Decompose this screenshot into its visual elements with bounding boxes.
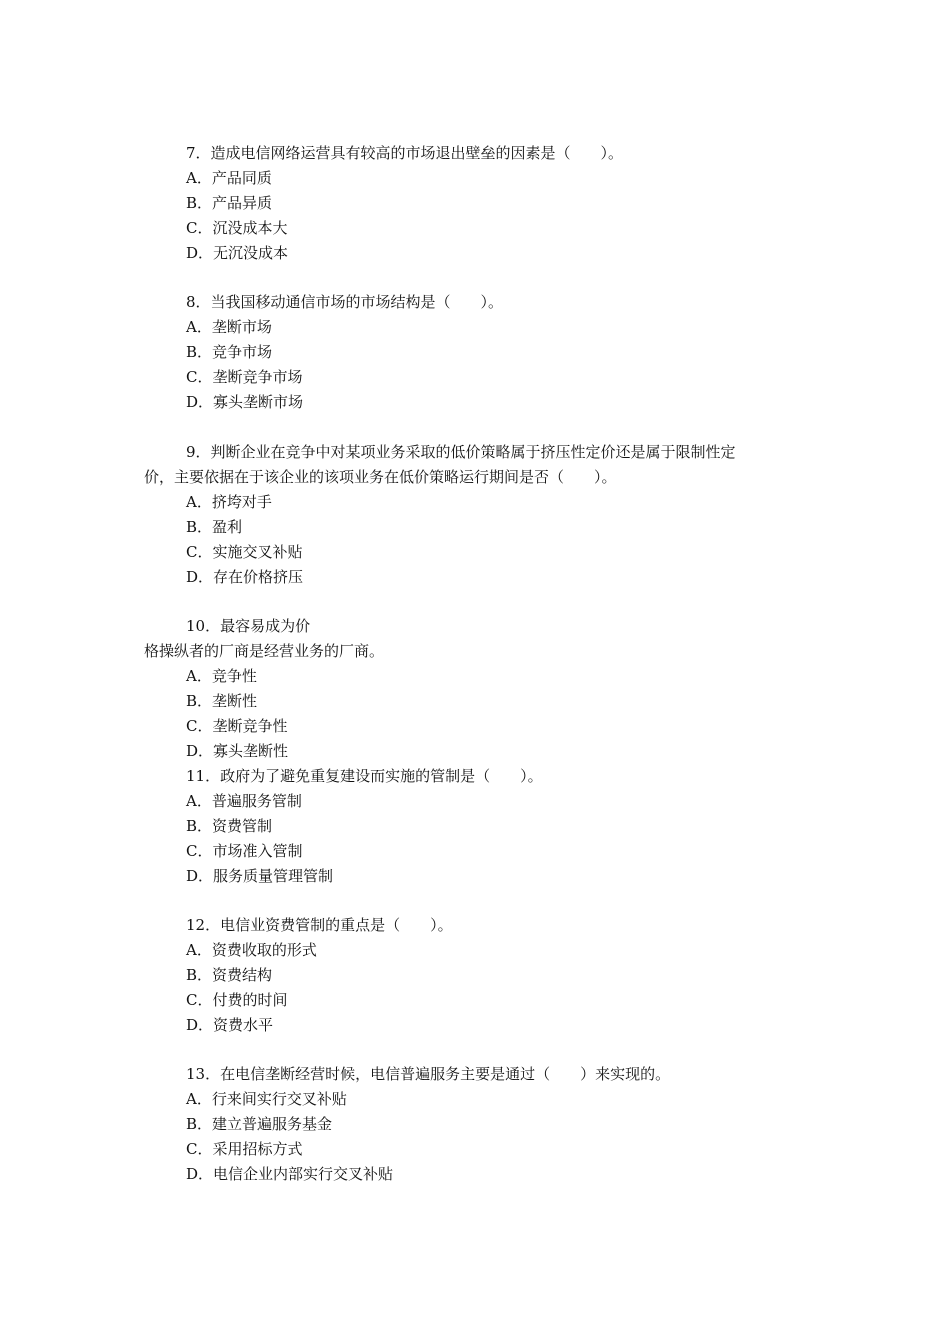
option-b: B．垄断性	[186, 692, 258, 710]
option-c: C．垄断竞争市场	[186, 368, 303, 386]
option-b: B．竞争市场	[186, 343, 273, 361]
option-b: B．建立普遍服务基金	[186, 1115, 333, 1133]
option-c: C．沉没成本大	[186, 219, 288, 237]
option-d: D．电信企业内部实行交叉补贴	[186, 1165, 394, 1183]
option-a: A．普遍服务管制	[186, 792, 302, 810]
option-a: A．垄断市场	[186, 318, 272, 336]
option-a: A．行来间实行交叉补贴	[186, 1090, 347, 1108]
question-stem: 10．最容易成为价	[186, 617, 311, 635]
option-d: D．寡头垄断市场	[186, 393, 304, 411]
option-c: C．实施交叉补贴	[186, 543, 303, 561]
question-stem-continued: 格操纵者的厂商是经营业务的厂商。	[144, 642, 385, 660]
option-d: D．服务质量管理管制	[186, 867, 334, 885]
option-b: B．产品异质	[186, 194, 273, 212]
option-c: C．付费的时间	[186, 991, 288, 1009]
option-c: C．市场准入管制	[186, 842, 303, 860]
option-d: D．寡头垄断性	[186, 742, 289, 760]
option-b: B．资费管制	[186, 817, 273, 835]
question-stem: 11．政府为了避免重复建设而实施的管制是（ ）。	[186, 767, 543, 785]
question-stem: 12．电信业资费管制的重点是（ ）。	[186, 916, 453, 934]
option-d: D．无沉没成本	[186, 244, 289, 262]
question-stem: 7．造成电信网络运营具有较高的市场退出壁垒的因素是（ ）。	[186, 144, 624, 162]
option-a: A．挤垮对手	[186, 493, 272, 511]
question-stem: 9．判断企业在竞争中对某项业务采取的低价策略属于挤压性定价还是属于限制性定	[186, 443, 736, 461]
option-a: A．资费收取的形式	[186, 941, 317, 959]
question-stem: 8．当我国移动通信市场的市场结构是（ ）。	[186, 293, 504, 311]
option-c: C．垄断竞争性	[186, 717, 288, 735]
option-a: A．产品同质	[186, 169, 272, 187]
option-d: D．存在价格挤压	[186, 568, 304, 586]
option-b: B．资费结构	[186, 966, 273, 984]
question-stem: 13．在电信垄断经营时候，电信普遍服务主要是通过（ ）来实现的。	[186, 1065, 671, 1083]
option-c: C．采用招标方式	[186, 1140, 303, 1158]
option-d: D．资费水平	[186, 1016, 274, 1034]
option-b: B．盈利	[186, 518, 243, 536]
question-stem-continued: 价，主要依据在于该企业的该项业务在低价策略运行期间是否（ ）。	[144, 468, 617, 486]
option-a: A．竞争性	[186, 667, 257, 685]
